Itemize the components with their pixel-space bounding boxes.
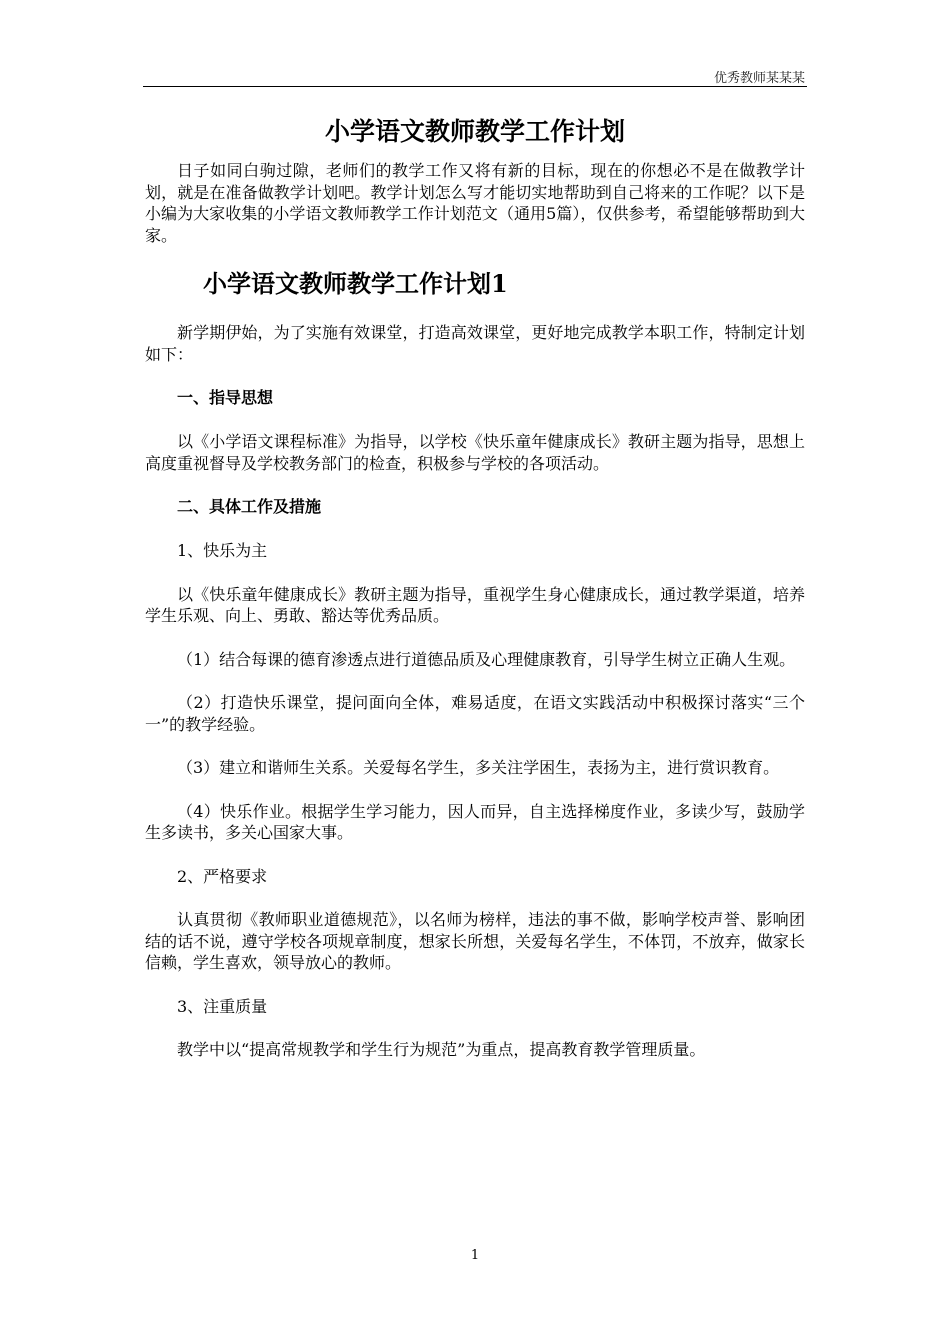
- document-title: 小学语文教师教学工作计划: [324, 117, 625, 146]
- paragraph-point-2: （2）打造快乐课堂，提问面向全体，难易适度，在语文实践活动中积极探讨落实“三个一”的教学经验。: [145, 693, 805, 734]
- heading-guiding-ideology: 一、指导思想: [177, 388, 274, 407]
- paragraph-point-1: （1）结合每课的德育渗透点进行道德品质及心理健康教育，引导学生树立正确人生观。: [177, 649, 796, 669]
- page-number: 1: [470, 1248, 480, 1263]
- section-title: 小学语文教师教学工作计划1: [203, 269, 508, 298]
- document-body: [145, 112, 805, 1061]
- paragraph-point-3: （3）建立和谐师生关系。关爱每名学生，多关注学困生，表扬为主，进行赏识教育。: [177, 758, 780, 777]
- item-strict: 2、严格要求: [177, 866, 268, 886]
- paragraph-point-4: （4）快乐作业。根据学生学习能力，因人而异，自主选择梯度作业，多读少写，鼓励学生多读书，多关心国家大事。: [145, 801, 805, 842]
- paragraph-guiding: 以《小学语文课程标准》为指导，以学校《快乐童年健康成长》教研主题为指导，思想上高度重视督导及学校教务部门的检查，积极参与学校的各项活动。: [145, 432, 805, 473]
- intro-paragraph: 日子如同白驹过隙，老师们的教学工作又将有新的目标，现在的你想必不是在做教学计划，就是在准备做教学计划吧。教学计划怎么写才能切实地帮助到自己将来的工作呢？以下是小编为大家收集的小学语文教师教学工作计划范文（通用5篇），仅供参考，希望能够帮助到大家。: [145, 161, 805, 245]
- header-author: 优秀教师某某某: [713, 71, 805, 86]
- heading-specific-work: 二、具体工作及措施: [177, 497, 322, 516]
- paragraph-opening: 新学期伊始，为了实施有效课堂，打造高效课堂，更好地完成教学本职工作，特制定计划如下：: [145, 323, 805, 364]
- paragraph-happiness: 以《快乐童年健康成长》教研主题为指导，重视学生身心健康成长，通过教学渠道，培养学生乐观、向上、勇敢、豁达等优秀品质。: [145, 584, 805, 625]
- header-divider: [143, 86, 807, 87]
- paragraph-quality: 教学中以“提高常规教学和学生行为规范”为重点，提高教育教学管理质量。: [177, 1040, 706, 1059]
- item-happiness: 1、快乐为主: [177, 541, 268, 560]
- paragraph-strict: 认真贯彻《教师职业道德规范》，以名师为榜样，违法的事不做，影响学校声誉、影响团结的话不说，遵守学校各项规章制度，想家长所想，关爱每名学生，不体罚，不放弃，做家长信赖，学生喜欢，领导放心的教师。: [145, 910, 805, 972]
- item-quality: 3、注重质量: [177, 996, 268, 1016]
